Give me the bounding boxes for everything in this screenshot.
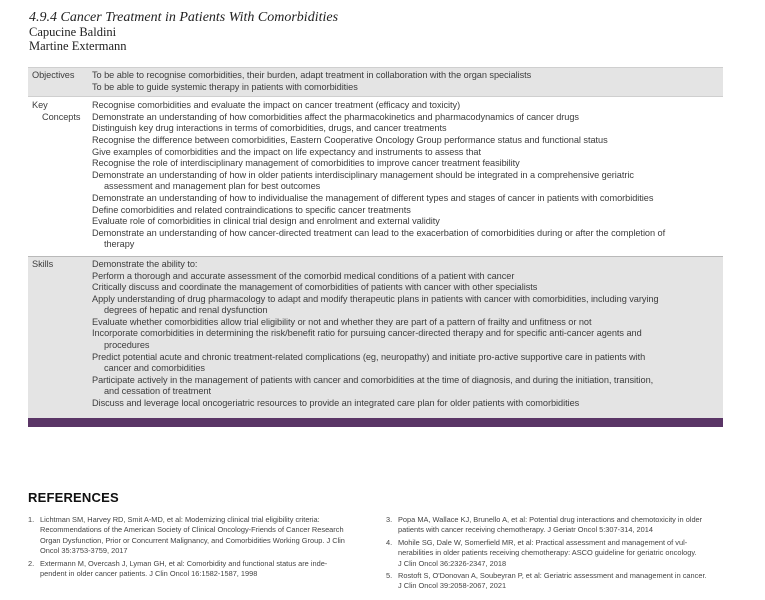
table-list-item — [92, 398, 719, 410]
table-item-line: Define comorbidities and related contraindications to specific cancer treatments — [92, 204, 411, 215]
table-list-item — [92, 82, 719, 94]
table-item-line: Recognise comorbidities and evaluate the impact on cancer treatment (efficacy and toxicity) — [92, 100, 461, 111]
reference-line: J Clin Oncol 39:2058-2067, 2021 — [398, 581, 507, 591]
table-list-item — [92, 282, 719, 294]
table-list-item — [92, 294, 719, 317]
references-columns — [28, 515, 728, 594]
reference-text — [398, 571, 728, 592]
table-item-line: procedures — [104, 340, 150, 351]
reference-line: J Clin Oncol 36:2326-2347, 2018 — [398, 558, 507, 568]
reference-line: Organ Dysfunction, Prior or Concurrent Malignancy, and Comorbidities Working Group. J Clin — [40, 535, 345, 545]
table-item-line: Participate actively in the management of patients with cancer and comorbidities at the time of diagnosis, and during the initiation, transition, — [92, 374, 654, 385]
reference-item — [28, 515, 368, 557]
reference-item — [386, 515, 728, 536]
table-item-line: therapy — [104, 239, 135, 250]
table-item-line: Perform a thorough and accurate assessment of the comorbid medical conditions of a patient with cancer — [92, 270, 515, 281]
reference-item — [28, 559, 368, 580]
learning-objectives-table — [28, 67, 723, 427]
table-item-line: Demonstrate an understanding of how comorbidities affect the pharmacokinetics and pharmacodynamics of cancer drugs — [92, 111, 579, 122]
table-item-line: Evaluate whether comorbidities allow trial eligibility or not and whether they are part of a pattern of frailty and unfitness or not — [92, 316, 592, 327]
table-item-line: To be able to recognise comorbidities, their burden, adapt treatment in collaboration with the organ specialists — [92, 70, 532, 80]
table-list-item — [92, 328, 719, 351]
reference-number: 5. — [386, 571, 393, 581]
reference-line: Mohile SG, Dale W, Somerfield MR, et al: Practical assessment and management of vul- — [398, 537, 688, 547]
table-item-line: Incorporate comorbidities in determining the risk/benefit ratio for pursuing cancer-directed therapy and for specific anti-cancer agents and — [92, 328, 642, 339]
table-list-item — [92, 158, 719, 170]
reference-item — [386, 538, 728, 569]
author-name: Capucine Baldini — [29, 25, 117, 39]
table-list-item — [92, 70, 719, 82]
table-list-item — [92, 228, 719, 251]
section-header — [29, 10, 338, 53]
table-list-item — [92, 216, 719, 228]
table-list-item — [92, 317, 719, 329]
table-item-line: Demonstrate an understanding of how in older patients interdisciplinary management should be integrated in a comprehensive geriatric — [92, 169, 634, 180]
reference-text — [40, 515, 368, 557]
reference-line: Popa MA, Wallace KJ, Brunello A, et al: Potential drug interactions and chemotoxicity in older — [398, 515, 703, 524]
table-item-line: Demonstrate the ability to: — [92, 258, 198, 269]
references-title: REFERENCES — [28, 490, 119, 505]
skills-label: Skills — [32, 258, 54, 269]
key-concepts-label-line: Concepts — [42, 111, 81, 122]
reference-text — [40, 559, 368, 580]
reference-number: 1. — [28, 515, 35, 524]
reference-text — [398, 515, 728, 536]
reference-line: Oncol 35:3753-3759, 2017 — [40, 546, 128, 556]
table-item-line: Give examples of comorbidities and the impact on life expectancy and instruments to assess that — [92, 146, 481, 157]
table-item-line: Critically discuss and coordinate the management of comorbidities of patients with cancer with other specialists — [92, 282, 538, 293]
table-item-line: Demonstrate an understanding of how cancer-directed treatment can lead to the exacerbation of comorbidities during or after the completion of — [92, 227, 666, 238]
table-list-item — [92, 193, 719, 205]
reference-number: 4. — [386, 537, 393, 547]
section-title: 4.9.4 Cancer Treatment in Patients With Comorbidities — [29, 10, 339, 25]
table-item-line: To be able to guide systemic therapy in patients with comorbidities — [92, 81, 358, 92]
table-list-item — [92, 259, 719, 271]
table-list-item — [92, 271, 719, 283]
table-item-line: assessment and management plan for best outcomes — [104, 181, 321, 192]
author-name: Martine Extermann — [29, 39, 127, 53]
table-list-item — [92, 123, 719, 135]
objectives-row — [28, 67, 723, 96]
table-list-item — [92, 147, 719, 159]
table-item-line: and cessation of treatment — [104, 386, 211, 397]
reference-number: 2. — [28, 558, 35, 568]
reference-line: Recommendations of the American Society of Clinical Oncology-Friends of Cancer Research — [40, 525, 344, 535]
key-concepts-label-line: Key — [32, 100, 48, 111]
skills-row — [28, 256, 723, 418]
table-list-item — [92, 100, 719, 112]
key-concepts-label — [28, 100, 92, 251]
objectives-content — [92, 70, 723, 93]
accent-bar — [28, 418, 723, 427]
table-item-line: Distinguish key drug interactions in terms of comorbidities, drugs, and cancer treatments — [92, 123, 447, 134]
objectives-label: Objectives — [32, 70, 75, 80]
table-list-item — [92, 135, 719, 147]
references-column-right — [386, 515, 728, 594]
reference-line: Rostoft S, O'Donovan A, Soubeyran P, et al: Geriatric assessment and management in cancer. — [398, 571, 707, 581]
table-item-line: Recognise the role of interdisciplinary management of comorbidities to improve cancer treatment feasibility — [92, 158, 520, 169]
references-section — [28, 490, 728, 594]
table-item-line: Discuss and leverage local oncogeriatric resources to provide an integrated care plan for older patients with comorbidities — [92, 398, 580, 409]
key-concepts-row — [28, 96, 723, 256]
reference-line: pendent in older cancer patients. J Clin Oncol 16:1582-1587, 1998 — [40, 569, 258, 579]
reference-line: Extermann M, Overcash J, Lyman GH, et al: Comorbidity and functional status are inde- — [40, 558, 328, 568]
table-list-item — [92, 112, 719, 124]
reference-number: 3. — [386, 515, 393, 524]
table-item-line: degrees of hepatic and renal dysfunction — [104, 305, 268, 316]
key-concepts-content — [92, 100, 723, 251]
table-list-item — [92, 170, 719, 193]
table-list-item — [92, 352, 719, 375]
references-column-left — [28, 515, 368, 594]
table-list-item — [92, 205, 719, 217]
reference-text — [398, 538, 728, 569]
reference-line: Lichtman SM, Harvey RD, Smit A-MD, et al: Modernizing clinical trial eligibility criteria: — [40, 515, 320, 524]
table-item-line: Evaluate role of comorbidities in clinical trial design and enrolment and external validity — [92, 216, 440, 227]
table-list-item — [92, 375, 719, 398]
table-item-line: Demonstrate an understanding of how to individualise the management of different types and stages of cancer in patients with comorbidities — [92, 192, 654, 203]
table-item-line: cancer and comorbidities — [104, 363, 205, 374]
reference-item — [386, 571, 728, 592]
table-item-line: Predict potential acute and chronic treatment-related complications (eg, neuropathy) and initiate pro-active supportive care in patients with — [92, 351, 646, 362]
table-item-line: Apply understanding of drug pharmacology to adapt and modify therapeutic plans in patients with cancer with comorbidities, including varying — [92, 293, 659, 304]
reference-line: patients with cancer receiving chemotherapy. J Geriatr Oncol 5:307-314, 2014 — [398, 525, 653, 535]
skills-content — [92, 259, 723, 410]
reference-line: nerabilities in older patients receiving chemotherapy: ASCO guideline for geriatric oncology. — [398, 548, 697, 558]
table-item-line: Recognise the difference between comorbidities, Eastern Cooperative Oncology Group performance status and functional status — [92, 134, 608, 145]
